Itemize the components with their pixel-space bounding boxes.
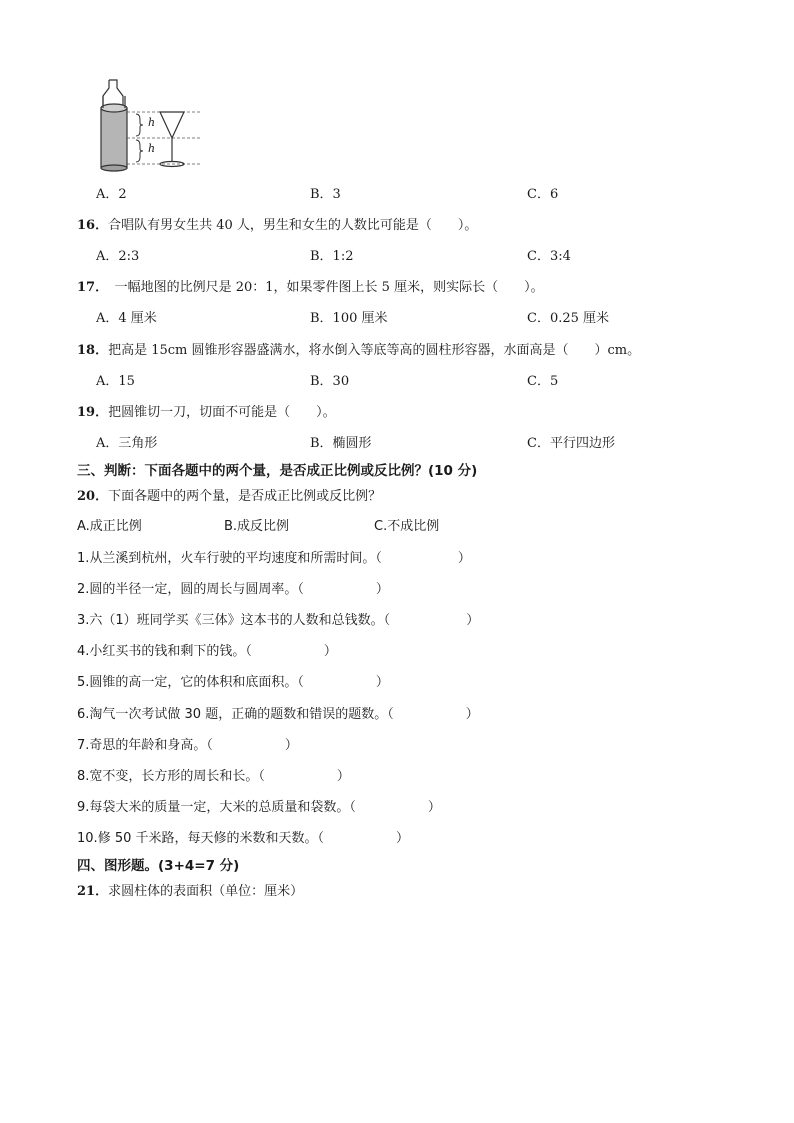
h-label-lower: h (148, 142, 156, 155)
q19-option-b: B．椭圆形 (310, 436, 372, 451)
judge-item-7 (77, 737, 298, 755)
item-close: ） (284, 738, 298, 753)
item-text: 从兰溪到杭州，火车行驶的平均速度和所需时间。（ (89, 551, 382, 566)
judge-item-4 (77, 643, 337, 661)
question-text: 一幅地图的比例尺是 20：1，如果零件图上长 5 厘米，则实际长（ ）。 (101, 280, 544, 295)
q18-option-c: C．5 (527, 374, 559, 389)
q15-option-b: B．3 (310, 187, 341, 202)
item-number: 2. (77, 582, 90, 597)
question-text: 合唱队有男女生共 40 人，男生和女生的人数比可能是（ ）。 (108, 218, 478, 233)
item-text: 每袋大米的质量一定，大米的总质量和袋数。（ (89, 800, 356, 815)
question-number: 18． (77, 343, 109, 358)
judge-item-8 (77, 768, 350, 786)
q15-option-a: A．2 (96, 187, 127, 202)
judge-item-3 (77, 612, 479, 630)
item-number: 3. (77, 613, 90, 628)
question-18 (77, 342, 640, 360)
item-number: 7. (77, 738, 90, 753)
item-number: 5. (77, 675, 90, 690)
section-4-heading: 四、图形题。(3+4=7 分) (77, 858, 240, 874)
item-close: ） (457, 551, 471, 566)
cylinder-and-goblet-figure (96, 76, 202, 174)
judge-item-1 (77, 550, 471, 568)
item-number: 6. (77, 707, 90, 722)
item-number: 10. (77, 831, 98, 846)
choice-a: A.成正比例 (77, 519, 142, 534)
question-16 (77, 217, 477, 235)
judge-item-2 (77, 581, 389, 599)
item-number: 4. (77, 644, 90, 659)
question-number: 17． (77, 280, 102, 295)
item-close: ） (323, 644, 337, 659)
q18-option-b: B．30 (310, 374, 350, 389)
question-text: 求圆柱体的表面积（单位：厘米） (108, 884, 304, 899)
question-number: 21． (77, 884, 109, 899)
q15-option-c: C．6 (527, 187, 559, 202)
question-text: 下面各题中的两个量，是否成正比例或反比例？ (108, 489, 382, 504)
choice-b: B.成反比例 (224, 519, 290, 534)
question-21 (77, 883, 303, 901)
item-text: 小红买书的钱和剩下的钱。（ (89, 644, 252, 659)
question-number: 19． (77, 405, 109, 420)
item-number: 9. (77, 800, 90, 815)
item-close: ） (465, 707, 479, 722)
item-text: 修 50 千米路，每天修的米数和天数。（ (97, 831, 324, 846)
q17-option-c: C．0.25 厘米 (527, 311, 610, 326)
item-close: ） (466, 613, 480, 628)
question-20 (77, 488, 381, 506)
q16-option-b: B．1:2 (310, 249, 354, 264)
item-close: ） (396, 831, 410, 846)
item-close: ） (427, 800, 441, 815)
question-text: 把圆锥切一刀，切面不可能是（ ）。 (108, 405, 336, 420)
choice-c: C.不成比例 (374, 519, 440, 534)
judge-item-5 (77, 674, 389, 692)
h-label-upper: h (148, 116, 156, 129)
item-text: 宽不变，长方形的周长和长。（ (89, 769, 265, 784)
q19-option-c: C．平行四边形 (527, 436, 615, 451)
item-text: 奇思的年龄和身高。（ (89, 738, 213, 753)
question-number: 20． (77, 489, 109, 504)
q18-option-a: A．15 (96, 374, 135, 389)
judge-item-6 (77, 706, 479, 724)
judge-item-10 (77, 830, 409, 848)
item-number: 1. (77, 551, 90, 566)
item-text: 六（1）班同学买《三体》这本书的人数和总钱数。（ (89, 613, 391, 628)
judge-item-9 (77, 799, 441, 817)
q17-option-b: B．100 厘米 (310, 311, 388, 326)
item-number: 8. (77, 769, 90, 784)
item-text: 淘气一次考试做 30 题，正确的题数和错误的题数。（ (89, 707, 394, 722)
item-close: ） (375, 582, 389, 597)
question-text: 把高是 15cm 圆锥形容器盛满水，将水倒入等底等高的圆柱形容器，水面高是（ ）cm。 (108, 343, 641, 358)
q19-option-a: A．三角形 (96, 436, 158, 451)
question-17 (77, 279, 544, 297)
q17-option-a: A．4 厘米 (96, 311, 157, 326)
q16-option-a: A．2:3 (96, 249, 140, 264)
question-19 (77, 404, 336, 422)
item-text: 圆的半径一定，圆的周长与圆周率。（ (89, 582, 304, 597)
item-close: ） (375, 675, 389, 690)
item-text: 圆锥的高一定，它的体积和底面积。（ (89, 675, 304, 690)
question-number: 16． (77, 218, 109, 233)
item-close: ） (336, 769, 350, 784)
q16-option-c: C．3:4 (527, 249, 571, 264)
section-3-heading: 三、判断：下面各题中的两个量，是否成正比例或反比例？(10 分) (77, 463, 478, 479)
